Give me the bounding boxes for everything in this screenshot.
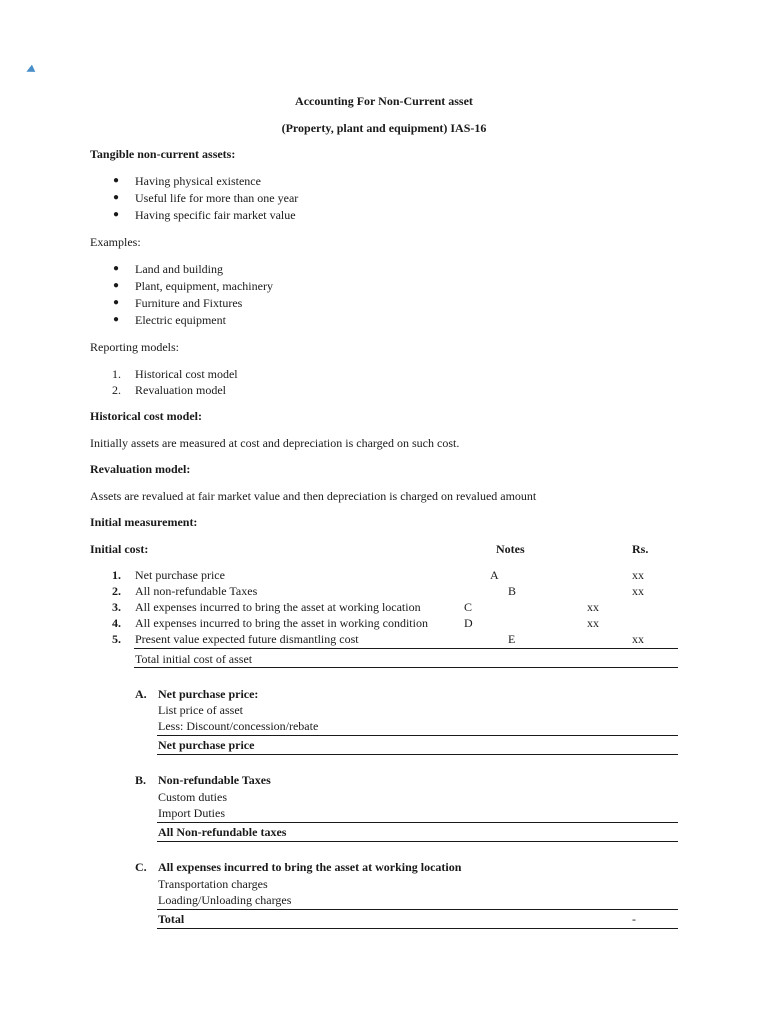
row-number: 3.: [112, 600, 121, 614]
list-item: Electric equipment: [135, 313, 226, 327]
bullet-icon: ●: [113, 175, 120, 186]
divider: [157, 928, 678, 929]
list-number: 1.: [112, 367, 121, 381]
historical-heading: Historical cost model:: [90, 409, 202, 423]
row-number: 1.: [112, 568, 121, 582]
bullet-icon: ●: [113, 192, 120, 203]
reporting-label: Reporting models:: [90, 340, 179, 354]
row-description: All expenses incurred to bring the asset at working location: [135, 600, 421, 614]
list-item: Having physical existence: [135, 174, 261, 188]
section-total: Total: [158, 912, 185, 926]
list-item: Having specific fair market value: [135, 208, 296, 222]
navigation-marker-icon: [25, 65, 36, 76]
section-letter: C.: [135, 860, 147, 874]
section-total: All Non-refundable taxes: [158, 825, 287, 839]
section-line: Loading/Unloading charges: [158, 893, 292, 907]
list-item: Plant, equipment, machinery: [135, 279, 273, 293]
section-letter: B.: [135, 773, 147, 787]
section-letter: A.: [135, 687, 147, 701]
section-line: Transportation charges: [158, 877, 268, 891]
section-line: Import Duties: [158, 806, 225, 820]
bullet-icon: ●: [113, 297, 120, 308]
revaluation-text: Assets are revalued at fair market value and then depreciation is charged on revalued amount: [90, 489, 537, 503]
tangible-heading: Tangible non-current assets:: [90, 147, 236, 161]
row-description: Present value expected future dismantling cost: [135, 632, 359, 646]
section-line: List price of asset: [158, 703, 243, 717]
total-label: Total initial cost of asset: [135, 652, 253, 666]
section-line: Custom duties: [158, 790, 228, 804]
historical-text: Initially assets are measured at cost and depreciation is charged on such cost.: [90, 436, 460, 450]
divider: [157, 735, 678, 736]
section-total: Net purchase price: [158, 738, 255, 752]
divider: [157, 754, 678, 755]
divider: [157, 822, 678, 823]
divider: [157, 841, 678, 842]
row-note: D: [464, 616, 473, 630]
divider: [134, 648, 678, 649]
row-number: 4.: [112, 616, 121, 630]
initial-measurement-heading: Initial measurement:: [90, 515, 198, 529]
examples-label: Examples:: [90, 235, 141, 249]
row-note: C: [464, 600, 473, 614]
divider: [134, 667, 678, 668]
section-total-amount: -: [632, 912, 636, 926]
row-amount: xx: [632, 632, 644, 646]
rs-header: Rs.: [632, 542, 649, 556]
section-line: Less: Discount/concession/rebate: [158, 719, 319, 733]
list-item: Revaluation model: [135, 383, 226, 397]
cost-table-label: Initial cost:: [90, 542, 149, 556]
row-amount: xx: [632, 568, 644, 582]
row-number: 2.: [112, 584, 121, 598]
row-amount: xx: [587, 616, 599, 630]
notes-header: Notes: [496, 542, 525, 556]
list-item: Land and building: [135, 262, 223, 276]
list-number: 2.: [112, 383, 121, 397]
row-description: Net purchase price: [135, 568, 225, 582]
row-note: E: [508, 632, 516, 646]
bullet-icon: ●: [113, 209, 120, 220]
row-number: 5.: [112, 632, 121, 646]
divider: [157, 909, 678, 910]
revaluation-heading: Revaluation model:: [90, 462, 191, 476]
row-amount: xx: [632, 584, 644, 598]
row-description: All expenses incurred to bring the asset in working condition: [135, 616, 428, 630]
row-amount: xx: [587, 600, 599, 614]
bullet-icon: ●: [113, 263, 120, 274]
section-heading: Non-refundable Taxes: [158, 773, 271, 787]
bullet-icon: ●: [113, 280, 120, 291]
bullet-icon: ●: [113, 314, 120, 325]
list-item: Historical cost model: [135, 367, 238, 381]
list-item: Useful life for more than one year: [135, 191, 299, 205]
row-description: All non-refundable Taxes: [135, 584, 258, 598]
row-note: B: [508, 584, 517, 598]
section-heading: Net purchase price:: [158, 687, 259, 701]
page-subtitle: (Property, plant and equipment) IAS-16: [281, 121, 487, 135]
page-title: Accounting For Non-Current asset: [295, 94, 473, 108]
section-heading: All expenses incurred to bring the asset at working location: [158, 860, 462, 874]
list-item: Furniture and Fixtures: [135, 296, 243, 310]
row-note: A: [490, 568, 499, 582]
